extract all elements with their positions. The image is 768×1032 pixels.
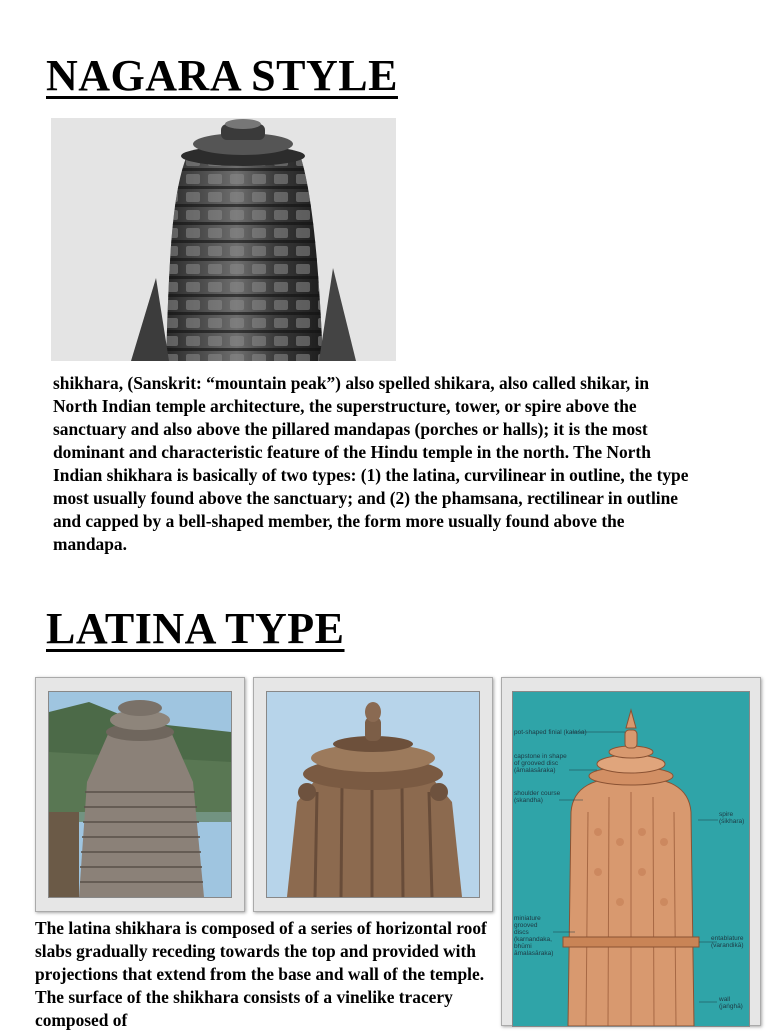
label-capstone-1: capstone in shape bbox=[514, 753, 567, 760]
label-spire-1: spire bbox=[719, 811, 734, 818]
latina-shikhara-diagram bbox=[501, 677, 761, 1026]
label-wall-1: wall bbox=[719, 996, 731, 1003]
heading-latina-type: LATINA TYPE bbox=[46, 604, 345, 653]
label-miniature-2: grooved bbox=[514, 922, 538, 929]
latina-temple-photo-2 bbox=[253, 677, 493, 912]
label-shoulder-2: (skandha) bbox=[514, 797, 543, 804]
label-miniature-5: bhūmi bbox=[514, 943, 532, 950]
label-spire-2: (śikhara) bbox=[719, 818, 745, 825]
label-capstone-3: (āmalasāraka) bbox=[514, 767, 556, 774]
latina-description-paragraph: The latina shikhara is composed of a series of horizontal roof slabs gradually receding towards the top and provided with projections that extend from the base and wall of the temple. The surface of the shikhara consists of a vinelike tracery composed of bbox=[35, 918, 487, 1030]
shikhara-definition-paragraph: shikhara, (Sanskrit: “mountain peak”) also spelled shikara, also called shikar, in North Indian temple architecture, the superstructure, tower, or spire above the sanctuary and also above the pillared mandapas (porches or halls); it is the most dominant and characteristic feature of the Hindu temple in the north. The North Indian shikhara is basically of two types: (1) the latina, curvilinear in outline, the type most usually found above the sanctuary; and (2) the phamsana, rectilinear in outline and capped by a bell-shaped member, the form more usually found above the mandapa. bbox=[53, 373, 689, 554]
latina-temple-photo-1 bbox=[35, 677, 245, 912]
label-capstone-2: of grooved disc bbox=[514, 760, 559, 767]
label-miniature-6: āmalasāraka) bbox=[514, 950, 554, 957]
label-miniature-3: discs bbox=[514, 929, 529, 936]
label-shoulder-1: shoulder course bbox=[514, 790, 561, 797]
heading-nagara-style: NAGARA STYLE bbox=[46, 51, 398, 100]
label-entablature-2: (varandikā) bbox=[711, 942, 744, 949]
label-wall-2: (jaṅghā) bbox=[719, 1003, 743, 1010]
label-miniature-4: (karnandaka, bbox=[514, 936, 552, 943]
label-miniature-1: miniature bbox=[514, 915, 541, 922]
label-finial: pot-shaped finial (kalaśa) bbox=[514, 729, 587, 736]
label-entablature-1: entablature bbox=[711, 935, 744, 942]
nagara-shikhara-photo bbox=[51, 118, 396, 361]
